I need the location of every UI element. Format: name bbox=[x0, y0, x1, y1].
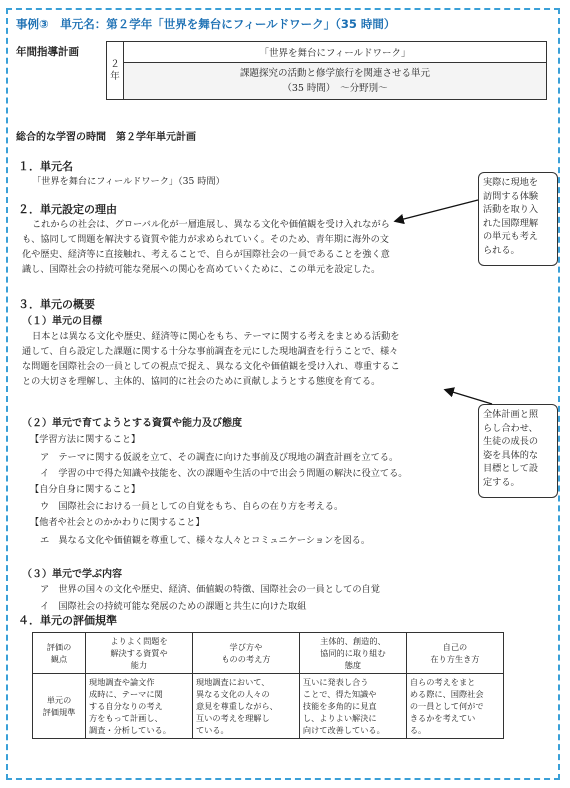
section4-heading: ４．単元の評価規準 bbox=[18, 614, 117, 627]
content-subheading: （３）単元で学ぶ内容 bbox=[22, 569, 122, 580]
plan-unit-name: 「世界を舞台にフィールドワーク」 bbox=[124, 42, 547, 63]
section1-heading: １．単元名 bbox=[18, 160, 73, 173]
ability-item-e: エ 異なる文化や価値観を尊重して、様々な人々とコミュニケーションを図る。 bbox=[40, 535, 371, 546]
category-learning-method: 【学習方法に関すること】 bbox=[30, 434, 141, 445]
abilities-subheading: （２）単元で育てようとする資質や能力及び態度 bbox=[22, 418, 242, 429]
eval-cell: 自らの考えをまと める際に、国際社会 の一員として何がで きるかを考えてい る。 bbox=[406, 674, 503, 739]
evaluation-table bbox=[32, 632, 504, 739]
plan-description: 課題探究の活動と修学旅行を関連させる単元 （35 時間） ～分野別～ bbox=[124, 63, 547, 100]
arrow-icon bbox=[396, 200, 478, 221]
ability-item-i: イ 学習の中で得た知識や技能を、次の課題や生活の中で出会う問題の解決に役立てる。 bbox=[40, 468, 408, 479]
arrow-icon bbox=[446, 390, 492, 404]
doc-heading: 総合的な学習の時間 第２学年単元計画 bbox=[16, 132, 196, 143]
page-title: 事例③ 単元名：第２学年「世界を舞台にフィールドワーク」（35 時間） bbox=[16, 17, 396, 31]
eval-header: 主体的、創造的、 協同的に取り組む 態度 bbox=[299, 633, 406, 674]
ability-item-u: ウ 国際社会における一員としての自覚をもち、自らの在り方を考える。 bbox=[40, 501, 344, 512]
eval-header: 学び方や ものの考え方 bbox=[192, 633, 299, 674]
eval-header: 評価の 観点 bbox=[33, 633, 86, 674]
section3-heading: ３．単元の概要 bbox=[18, 298, 95, 311]
eval-header: 自己の 在り方生き方 bbox=[406, 633, 503, 674]
eval-row-label: 単元の 評価規準 bbox=[33, 674, 86, 739]
annual-plan-label: 年間指導計画 bbox=[16, 46, 79, 58]
unit-name-text: 「世界を舞台にフィールドワーク」（35 時間） bbox=[32, 176, 225, 187]
eval-cell: 現地調査において、 異なる文化の人々の 意見を尊重しながら、 互いの考えを理解し ている。 bbox=[192, 674, 299, 739]
reason-paragraph: これからの社会は、グローバル化が一層進展し、異なる文化や価値観を受け入れながら も、協同して問題を解決する資質や能力が求められていく。そのため、青年期に海外の文 化や歴史、経済等に直接触れ、考えることで、自らが国際社会の一員であることを強く意 識し、国際社会の持続可能な発展への関心を高めていくために、この単元を設定した。 bbox=[22, 219, 390, 275]
goal-subheading: （１）単元の目標 bbox=[22, 316, 102, 327]
grade-cell: ２ 年 bbox=[107, 42, 124, 100]
category-self: 【自分自身に関すること】 bbox=[30, 484, 141, 495]
category-others-society: 【他者や社会とのかかわりに関すること】 bbox=[30, 517, 205, 528]
goal-paragraph: 日本とは異なる文化や歴史、経済等に関心をもち、テーマに関する考えをまとめる活動を 通して、自ら設定した課題に関する十分な事前調査を元にした現地調査を行うことで、様々 な問題を国際社会の一員としての視点で捉え、異なる文化や価値観を受け入れ、尊重するこ との大切さを理解し、主体的、協同的に社会のために貢献しようとする態度を育てる。 bbox=[22, 331, 400, 387]
eval-cell: 現地調査や論文作 成時に、テーマに関 する自分なりの考え 方をもって計画し、 調査・分析している。 bbox=[86, 674, 193, 739]
ability-item-a: ア テーマに関する仮説を立て、その調査に向けた事前及び現地の調査計画を立てる。 bbox=[40, 452, 399, 463]
callout-overall-plan: 全体計画と照 らし合わせ、 生徒の成長の 姿を具体的な 目標として設 定する。 bbox=[478, 404, 558, 498]
content-item-a: ア 世界の国々の文化や歴史、経済、価値観の特徴、国際社会の一員としての自覚 bbox=[40, 584, 380, 595]
eval-cell: 互いに発表し合う ことで、得た知識や 技能を多角的に見直 し、よりよい解決に 向けて改善している。 bbox=[299, 674, 406, 739]
callout-field-visit: 実際に現地を 訪問する体験 活動を取り入 れた国際理解 の単元も考え られる。 bbox=[478, 172, 558, 266]
eval-header: よりよく問題を 解決する資質や 能力 bbox=[86, 633, 193, 674]
content-item-i: イ 国際社会の持続可能な発展のための課題と共生に向けた取組 bbox=[40, 601, 307, 612]
section2-heading: ２．単元設定の理由 bbox=[18, 203, 117, 216]
